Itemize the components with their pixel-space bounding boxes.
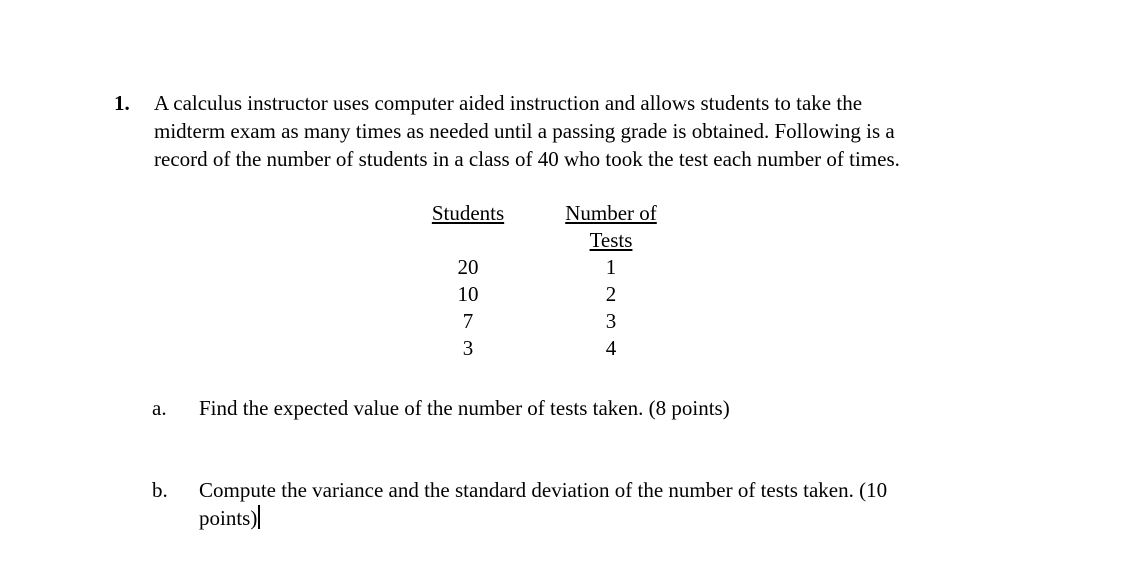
- problem-number: 1.: [114, 91, 130, 115]
- tests-cells: [552, 254, 670, 362]
- students-column: [422, 200, 514, 362]
- tests-header-line2: Tests: [589, 228, 633, 252]
- tests-cell: 1: [605, 255, 617, 279]
- students-header: Students: [431, 201, 505, 225]
- problem-line: midterm exam as many times as needed until a passing grade is obtained. Following is a: [154, 119, 895, 143]
- students-cell: 10: [457, 282, 479, 306]
- problem-text: [154, 89, 1034, 173]
- students-cell: 20: [457, 255, 479, 279]
- part-a-label: a.: [152, 396, 167, 420]
- students-cell: 7: [462, 309, 474, 333]
- tests-cell: 4: [605, 336, 617, 360]
- tests-cell: 2: [605, 282, 617, 306]
- tests-cell: 3: [605, 309, 617, 333]
- students-cells: [422, 254, 514, 362]
- part-b-line1: Compute the variance and the standard deviation of the number of tests taken. (10: [199, 478, 888, 502]
- students-cell: 3: [462, 336, 474, 360]
- part-b-line2-wrap: [199, 504, 1019, 532]
- problem-line: record of the number of students in a class of 40 who took the test each number of times.: [154, 147, 900, 171]
- part-a-text: Find the expected value of the number of tests taken. (8 points): [199, 396, 730, 420]
- tests-column: [552, 200, 670, 362]
- part-b-label: b.: [152, 478, 168, 502]
- part-b-line2: points): [199, 506, 258, 530]
- part-b-text[interactable]: [199, 476, 1019, 532]
- text-cursor: [258, 505, 260, 529]
- problem-line: A calculus instructor uses computer aided instruction and allows students to take the: [154, 91, 863, 115]
- tests-header-line1: Number of: [565, 201, 657, 225]
